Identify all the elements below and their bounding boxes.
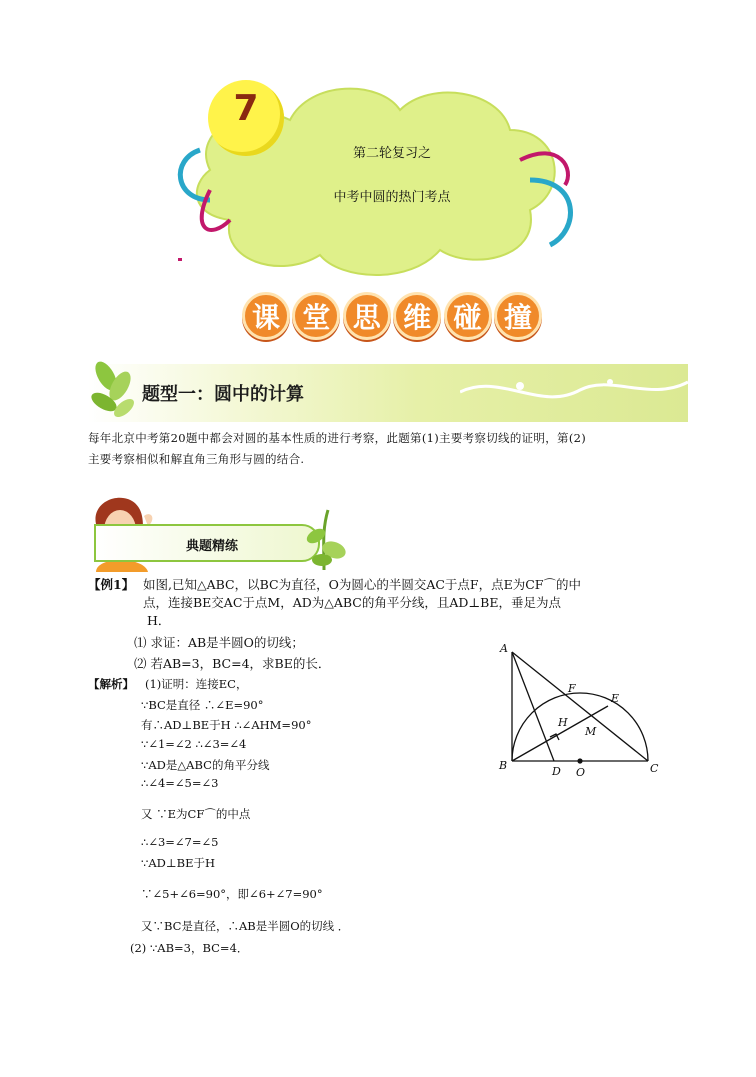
label-H: H xyxy=(558,716,568,729)
solution-step: ∵AD⊥BE于H xyxy=(141,856,216,870)
label-D: D xyxy=(552,765,561,778)
solution-step: ∴∠4=∠5=∠3 xyxy=(141,776,219,790)
problem-line3: H． xyxy=(147,613,171,628)
geometry-figure xyxy=(490,636,670,786)
banner-char: 课 xyxy=(242,292,290,340)
lesson-number: 7 xyxy=(233,88,259,129)
label-C: C xyxy=(650,762,659,775)
banner-char: 维 xyxy=(393,292,441,340)
intro-line1: 每年北京中考第20题中都会对圆的基本性质的进行考察，此题第(1)主要考察切线的证明，第(2) xyxy=(88,431,587,445)
sprout-icon xyxy=(302,506,348,570)
label-M: M xyxy=(585,725,597,738)
problem-question1: ⑴ 求证：AB是半圆O的切线； xyxy=(134,635,304,650)
example-label: 典题精练 xyxy=(186,539,239,554)
solution-step: (2) ∵AB=3，BC=4． xyxy=(130,941,249,955)
cloud-subtitle-line2: 中考中圆的热门考点 xyxy=(333,190,451,205)
label-E: E xyxy=(611,692,620,705)
problem-tag: 【例1】 xyxy=(88,577,135,592)
solution-intro: (1)证明：连接EC， xyxy=(145,677,248,691)
solution-step: ∴∠3=∠7=∠5 xyxy=(141,835,219,849)
solution-step: 又 ∵E为CF⌒的中点 xyxy=(141,807,251,821)
problem-line1: 如图,已知△ABC，以BC为直径，O为圆心的半圆交AC于点F，点E为CF⌒的中 xyxy=(143,577,581,592)
decorative-mark xyxy=(178,258,182,261)
solution-step: 又∵BC是直径，∴AB是半圆O的切线 ． xyxy=(141,919,350,933)
solution-step: ∵AD是△ABC的角平分线 xyxy=(141,758,270,772)
label-B: B xyxy=(499,759,508,772)
center-point-O xyxy=(577,758,582,763)
solution-step: 有∴AD⊥BE于H ∴∠AHM=90° xyxy=(141,718,312,732)
label-O: O xyxy=(576,766,586,779)
solution-tag: 【解析】 xyxy=(88,677,134,691)
label-F: F xyxy=(568,682,576,695)
intro-line2: 主要考察相似和解直角三角形与圆的结合. xyxy=(88,452,305,466)
vine-decoration xyxy=(460,362,688,422)
banner-char: 堂 xyxy=(292,292,340,340)
label-A: A xyxy=(500,642,508,655)
banner-char: 撞 xyxy=(494,292,542,340)
leaf-icon xyxy=(86,356,142,422)
section-title: 题型一：圆中的计算 xyxy=(142,384,304,405)
intro-paragraph xyxy=(88,428,688,470)
solution-step: ∵∠5+∠6=90°，即∠6+∠7=90° xyxy=(141,887,323,901)
banner-char: 思 xyxy=(343,292,391,340)
problem-line2: 点，连接BE交AC于点M，AD为△ABC的角平分线，且AD⊥BE，垂足为点 xyxy=(143,595,561,610)
problem-question2: ⑵ 若AB=3，BC=4，求BE的长． xyxy=(134,656,331,671)
solution-step: ∵∠1=∠2 ∴∠3=∠4 xyxy=(141,737,247,751)
cloud-subtitle-line1: 第二轮复习之 xyxy=(352,146,431,161)
solution-step: ∵BC是直径 ∴∠E=90° xyxy=(141,698,264,712)
banner-char: 碰 xyxy=(444,292,492,340)
classroom-banner xyxy=(242,292,542,346)
